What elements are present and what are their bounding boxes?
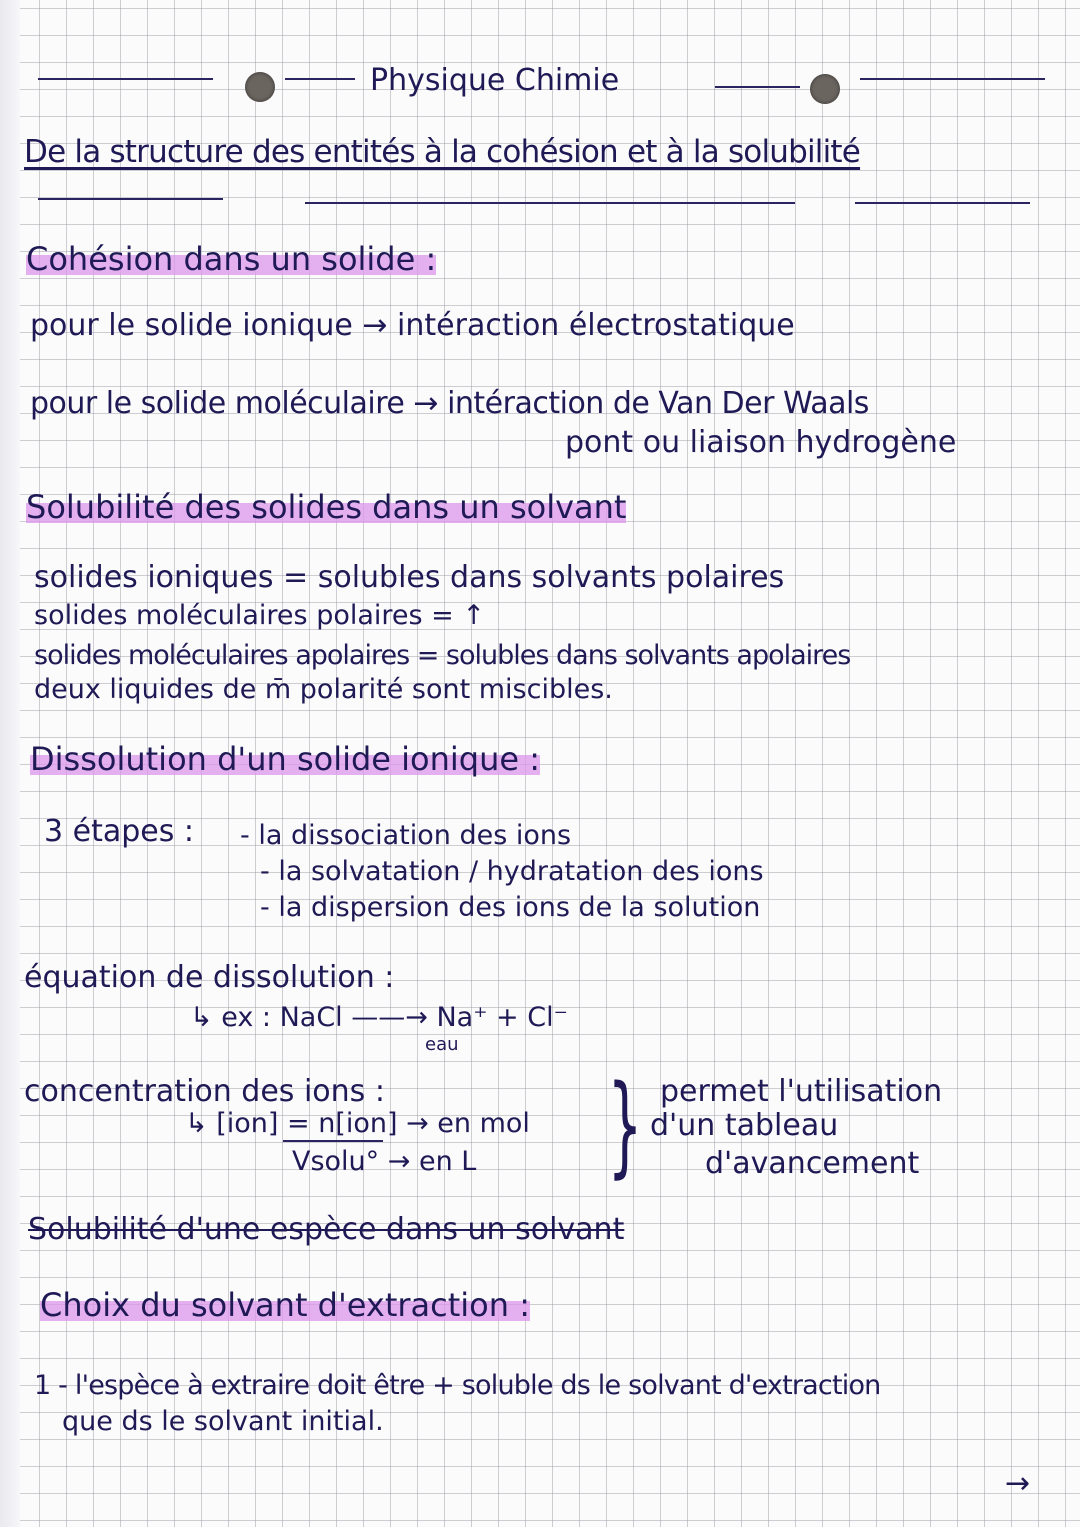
concentration-formula: ↳ [ion] = n[ion] → en mol bbox=[185, 1108, 530, 1139]
subtitle-rule-right bbox=[855, 202, 1030, 204]
cohesion-hydrogen-line: pont ou liaison hydrogène bbox=[565, 425, 957, 460]
cohesion-ionic-line: pour le solide ionique → intéraction électrostatique bbox=[30, 308, 795, 343]
title-rule-right bbox=[860, 78, 1045, 80]
page-title: Physique Chimie bbox=[370, 63, 620, 98]
brace-note-3: d'avancement bbox=[705, 1146, 920, 1181]
struck-heading: Solubilité d'une espèce dans un solvant bbox=[28, 1212, 625, 1247]
concentration-denominator: Vsolu° → en L bbox=[292, 1146, 477, 1177]
solubility-heading: Solubilité des solides dans un solvant bbox=[26, 488, 627, 526]
title-rule-mid-left bbox=[285, 78, 355, 80]
extraction-rule-1-cont: que ds le solvant initial. bbox=[62, 1406, 384, 1437]
subtitle-rule-left bbox=[38, 198, 223, 200]
dissolution-step-1: - la dissociation des ions bbox=[240, 820, 572, 851]
title-rule-mid-right bbox=[715, 86, 800, 88]
extraction-heading: Choix du solvant d'extraction : bbox=[40, 1286, 530, 1324]
dissolution-equation: ↳ ex : NaCl ——→ Na⁺ + Cl⁻ bbox=[190, 1002, 568, 1033]
page-subtitle: De la structure des entités à la cohésion et à la solubilité bbox=[24, 134, 861, 170]
binder-hole-left bbox=[245, 72, 275, 102]
next-page-arrow: → bbox=[1005, 1466, 1031, 1501]
page-margin bbox=[0, 0, 20, 1527]
solubility-ionic-line: solides ioniques = solubles dans solvants polaires bbox=[34, 560, 785, 595]
cohesion-molecular-line: pour le solide moléculaire → intéraction de Van Der Waals bbox=[30, 386, 869, 421]
title-rule-left bbox=[38, 78, 213, 80]
equation-solvent-label: eau bbox=[425, 1034, 459, 1055]
binder-hole-right bbox=[810, 74, 840, 104]
solubility-miscible-line: deux liquides de m̄ polarité sont miscibles. bbox=[34, 674, 613, 705]
solubility-apolar-molecular-line: solides moléculaires apolaires = solubles dans solvants apolaires bbox=[34, 640, 851, 671]
solubility-polar-molecular-line: solides moléculaires polaires = ↑ bbox=[34, 600, 485, 631]
cohesion-heading: Cohésion dans un solide : bbox=[26, 240, 437, 278]
brace-note-2: d'un tableau bbox=[650, 1108, 839, 1143]
fraction-bar bbox=[283, 1140, 383, 1142]
brace-note-1: permet l'utilisation bbox=[660, 1074, 943, 1109]
dissolution-step-3: - la dispersion des ions de la solution bbox=[260, 892, 761, 923]
right-brace: } bbox=[607, 1061, 643, 1189]
extraction-rule-1: 1 - l'espèce à extraire doit être + soluble ds le solvant d'extraction bbox=[34, 1370, 881, 1401]
equation-label: équation de dissolution : bbox=[24, 960, 395, 995]
dissolution-heading: Dissolution d'un solide ionique : bbox=[30, 740, 541, 778]
dissolution-steps-label: 3 étapes : bbox=[44, 814, 194, 849]
subtitle-rule-mid bbox=[305, 202, 795, 204]
concentration-label: concentration des ions : bbox=[24, 1074, 385, 1109]
dissolution-step-2: - la solvatation / hydratation des ions bbox=[260, 856, 764, 887]
